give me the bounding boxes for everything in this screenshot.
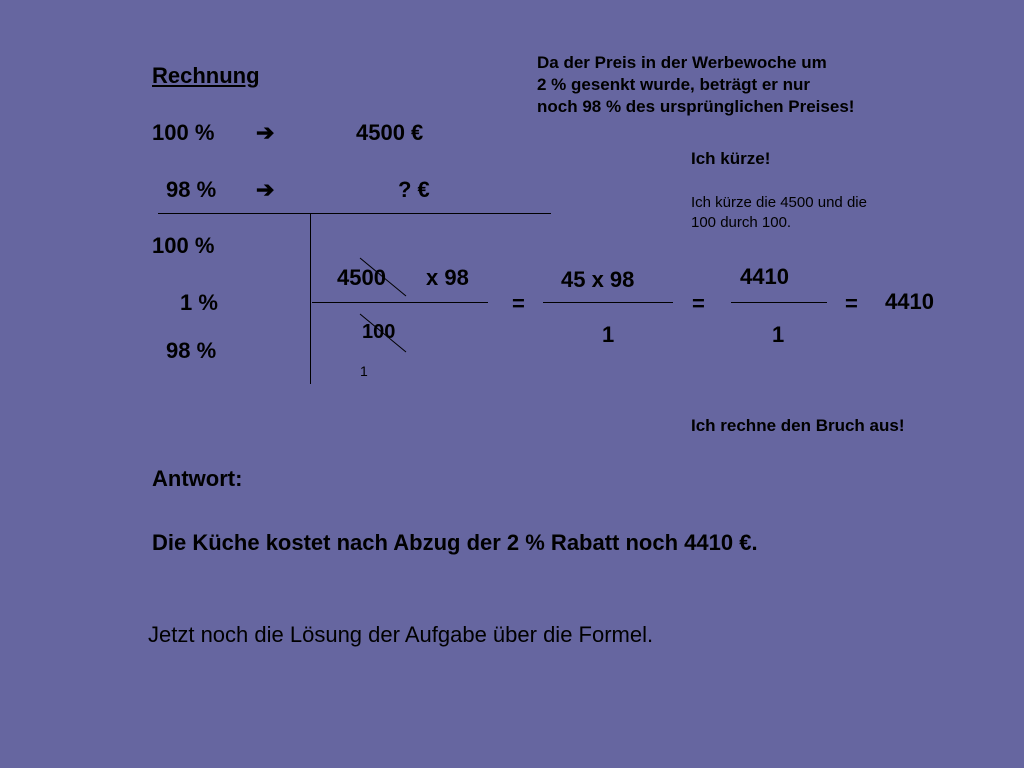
arrow-right-icon: ➔ <box>256 120 275 145</box>
note-kuerze-body <box>691 193 867 233</box>
fraction1-num-b: x 98 <box>426 265 469 290</box>
fraction2-num: 45 x 98 <box>561 267 635 292</box>
fraction3-bar <box>731 302 827 303</box>
given-row1-percent: 100 % <box>152 120 215 145</box>
note-rechne: Ich rechne den Bruch aus! <box>691 416 905 435</box>
note-top-line-1: Da der Preis in der Werbewoche um <box>537 53 827 72</box>
note-kuerze-line-2: 100 durch 100. <box>691 214 792 231</box>
fraction1-num-a: 4500 <box>337 265 386 290</box>
footer-text: Jetzt noch die Lösung der Aufgabe über die Formel. <box>148 622 654 647</box>
given-row1-value: 4500 € <box>356 120 424 145</box>
fraction2-den: 1 <box>602 322 615 347</box>
cancel-strike-4500 <box>360 258 406 296</box>
arrow-right-icon: ➔ <box>256 177 275 202</box>
fraction3-num: 4410 <box>740 264 789 289</box>
left-value-98: 98 % <box>166 338 217 363</box>
fraction3-den: 1 <box>772 322 785 347</box>
fraction1-den: 100 <box>362 321 396 343</box>
given-row2-percent: 98 % <box>166 177 217 202</box>
heading: Rechnung <box>152 63 260 88</box>
antwort-label: Antwort: <box>152 466 243 491</box>
left-value-100: 100 % <box>152 233 215 258</box>
antwort-text: Die Küche kostet nach Abzug der 2 % Rabatt noch 4410 €. <box>152 530 758 555</box>
fraction2-bar <box>543 302 673 303</box>
left-value-1: 1 % <box>180 290 218 315</box>
result-value: 4410 <box>885 289 934 314</box>
equals-sign-1: = <box>512 291 525 316</box>
equals-sign-2: = <box>692 291 705 316</box>
given-row2-value: ? € <box>398 177 430 202</box>
cancel-strike-100 <box>360 314 406 352</box>
equals-sign-3: = <box>845 291 858 316</box>
note-top-line-2: 2 % gesenkt wurde, beträgt er nur <box>537 75 811 94</box>
note-top-line-3: noch 98 % des ursprünglichen Preises! <box>537 97 855 116</box>
note-kuerze-line-1: Ich kürze die 4500 und die <box>691 194 867 211</box>
fraction1-reduced-den: 1 <box>360 363 368 379</box>
note-kuerze-title: Ich kürze! <box>691 149 771 168</box>
